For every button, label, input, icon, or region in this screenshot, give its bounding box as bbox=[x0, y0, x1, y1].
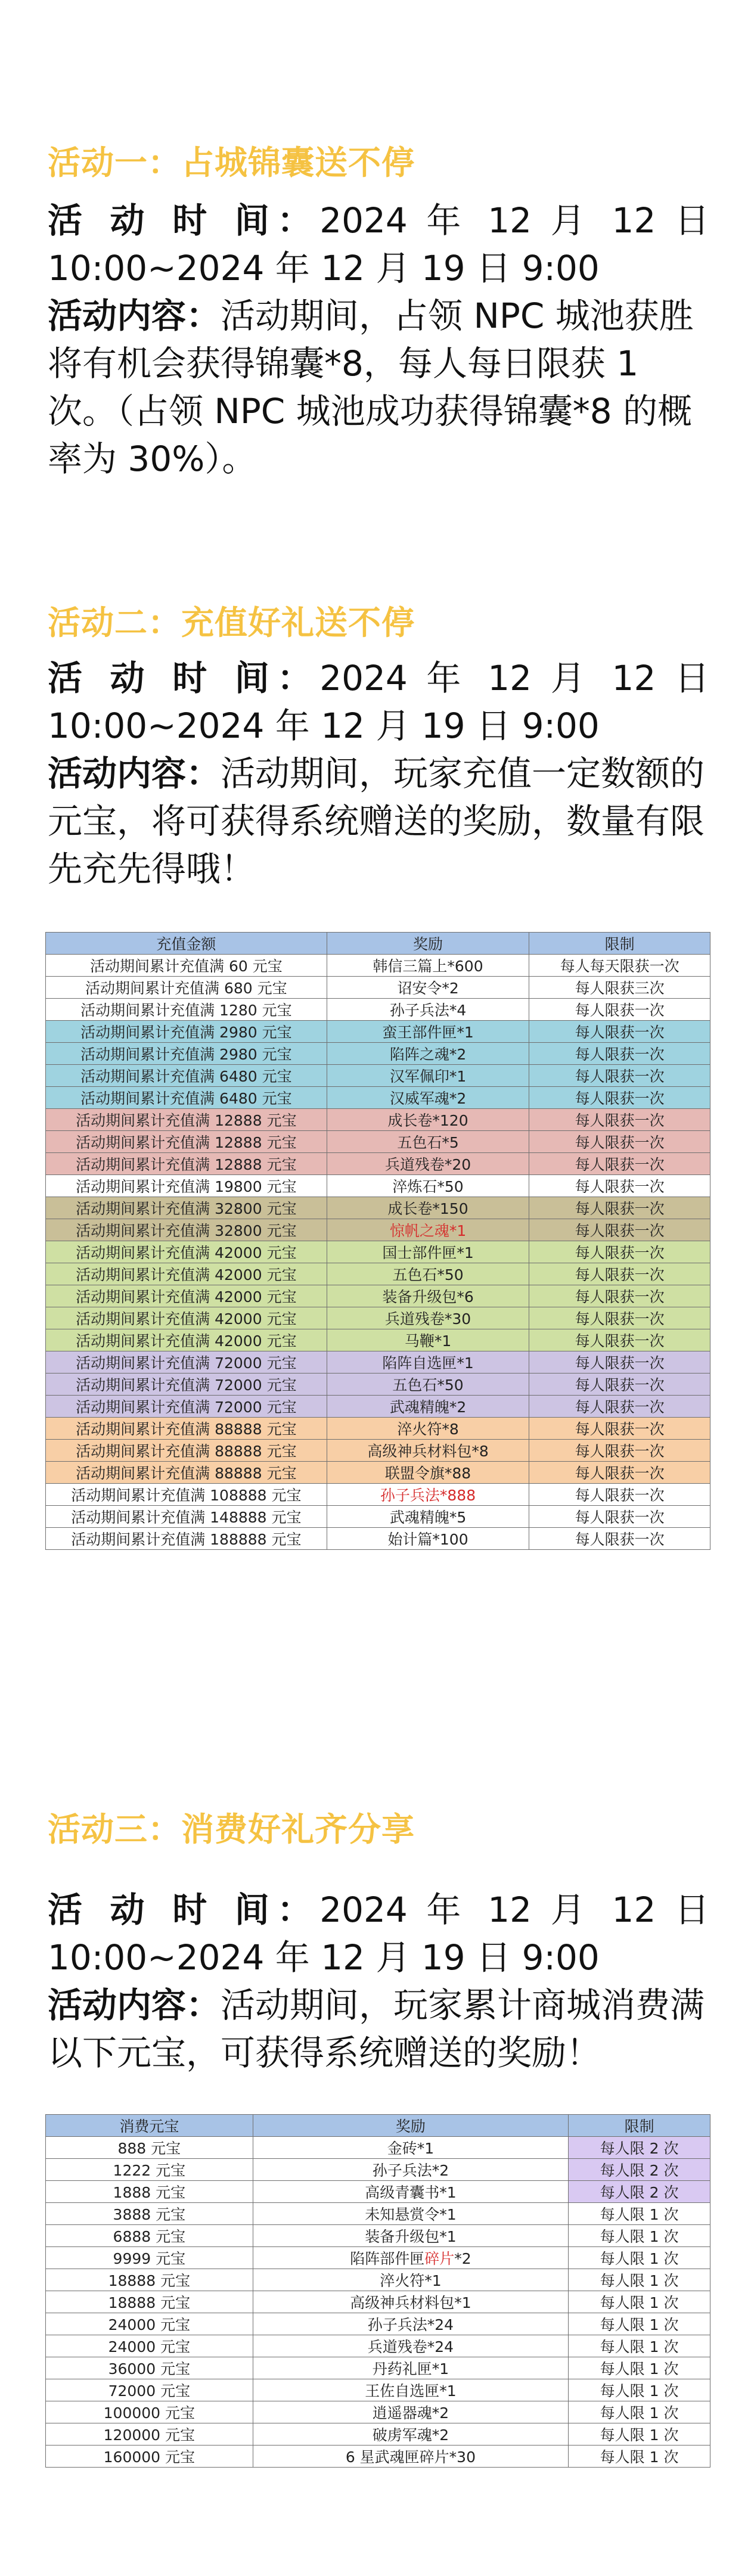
recharge-amount-cell: 活动期间累计充值满 1280 元宝 bbox=[46, 999, 327, 1021]
limit-cell: 每人限获一次 bbox=[529, 1351, 710, 1374]
table-row bbox=[46, 2313, 710, 2335]
recharge-amount-cell: 活动期间累计充值满 188888 元宝 bbox=[46, 1528, 327, 1550]
activity-1-time-start: 2024 年 12 月 12 日 bbox=[319, 200, 709, 241]
consumption-amount-cell: 888 元宝 bbox=[46, 2137, 253, 2159]
limit-cell: 每人限 1 次 bbox=[569, 2291, 710, 2313]
reward-cell: 武魂精魄*5 bbox=[327, 1506, 529, 1528]
activity-3-section bbox=[48, 1809, 709, 1850]
limit-cell: 每人限获一次 bbox=[529, 1374, 710, 1396]
activity-1-time-line1 bbox=[48, 197, 709, 244]
table-row bbox=[46, 2335, 710, 2357]
consumption-amount-cell: 24000 元宝 bbox=[46, 2335, 253, 2357]
table-row bbox=[46, 1153, 710, 1175]
header-consumption-amount: 消费元宝 bbox=[46, 2115, 253, 2137]
table-row bbox=[46, 1418, 710, 1440]
recharge-amount-cell: 活动期间累计充值满 32800 元宝 bbox=[46, 1219, 327, 1241]
recharge-amount-cell: 活动期间累计充值满 19800 元宝 bbox=[46, 1175, 327, 1197]
limit-cell: 每人限获一次 bbox=[529, 1462, 710, 1484]
reward-cell: 陷阵自选匣*1 bbox=[327, 1351, 529, 1374]
table-row bbox=[46, 1263, 710, 1285]
activity-1-section bbox=[48, 142, 709, 184]
limit-cell: 每人限 1 次 bbox=[569, 2203, 710, 2225]
header-limit: 限制 bbox=[569, 2115, 710, 2137]
activity-1-time-label: 活 动 时 间： bbox=[48, 200, 320, 241]
activity-3-title: 活动三：消费好礼齐分享 bbox=[48, 1810, 415, 1848]
recharge-amount-cell: 活动期间累计充值满 32800 元宝 bbox=[46, 1197, 327, 1219]
reward-cell: 联盟令旗*88 bbox=[327, 1462, 529, 1484]
table-row bbox=[46, 2225, 710, 2247]
recharge-amount-cell: 活动期间累计充值满 72000 元宝 bbox=[46, 1374, 327, 1396]
recharge-amount-cell: 活动期间累计充值满 6480 元宝 bbox=[46, 1065, 327, 1087]
activity-2-content-text: 活动期间，玩家充值一定数额的元宝，将可获得系统赠送的奖励，数量有限先充先得哦！ bbox=[48, 753, 705, 889]
reward-cell: 汉威军魂*2 bbox=[327, 1087, 529, 1109]
limit-cell: 每人限获一次 bbox=[529, 1440, 710, 1462]
recharge-amount-cell: 活动期间累计充值满 12888 元宝 bbox=[46, 1153, 327, 1175]
recharge-amount-cell: 活动期间累计充值满 42000 元宝 bbox=[46, 1307, 327, 1329]
reward-cell: 五色石*5 bbox=[327, 1131, 529, 1153]
limit-cell: 每人限获一次 bbox=[529, 1175, 710, 1197]
limit-cell: 每人限 1 次 bbox=[569, 2247, 710, 2269]
activity-3-content-label: 活动内容： bbox=[48, 1985, 221, 2025]
consumption-amount-cell: 18888 元宝 bbox=[46, 2269, 253, 2291]
reward-cell: 王佐自选匣*1 bbox=[253, 2379, 568, 2401]
activity-1-content bbox=[48, 292, 709, 483]
table-row bbox=[46, 2291, 710, 2313]
limit-cell: 每人限 1 次 bbox=[569, 2401, 710, 2423]
header-limit: 限制 bbox=[529, 933, 710, 955]
limit-cell: 每人限获一次 bbox=[529, 1065, 710, 1087]
recharge-amount-cell: 活动期间累计充值满 42000 元宝 bbox=[46, 1241, 327, 1263]
reward-cell: 惊帆之魂*1 bbox=[327, 1219, 529, 1241]
consumption-amount-cell: 9999 元宝 bbox=[46, 2247, 253, 2269]
reward-cell: 淬火符*1 bbox=[253, 2269, 568, 2291]
reward-cell: 蛮王部件匣*1 bbox=[327, 1021, 529, 1043]
reward-cell: 兵道残卷*24 bbox=[253, 2335, 568, 2357]
activity-3-time-start: 2024 年 12 月 12 日 bbox=[319, 1890, 709, 1930]
reward-cell: 孙子兵法*24 bbox=[253, 2313, 568, 2335]
consumption-rewards-table bbox=[45, 2114, 710, 2468]
table-row bbox=[46, 1241, 710, 1263]
reward-cell: 武魂精魄*2 bbox=[327, 1396, 529, 1418]
activity-2-time-line1 bbox=[48, 654, 709, 702]
table-row bbox=[46, 1021, 710, 1043]
activity-3-body bbox=[48, 1886, 709, 2077]
table-row bbox=[46, 1131, 710, 1153]
limit-cell: 每人限获一次 bbox=[529, 1131, 710, 1153]
table-row bbox=[46, 2247, 710, 2269]
limit-cell: 每人每天限获一次 bbox=[529, 955, 710, 977]
reward-prefix: 陷阵部件匣 bbox=[350, 2250, 425, 2267]
table-row bbox=[46, 2379, 710, 2401]
table-row bbox=[46, 955, 710, 977]
reward-cell: 未知悬赏令*1 bbox=[253, 2203, 568, 2225]
activity-3-content-text: 活动期间，玩家累计商城消费满以下元宝，可获得系统赠送的奖励！ bbox=[48, 1985, 705, 2073]
reward-cell: 始计篇*100 bbox=[327, 1528, 529, 1550]
activity-2-time-label: 活 动 时 间： bbox=[48, 658, 320, 698]
limit-cell: 每人限获一次 bbox=[529, 1484, 710, 1506]
reward-cell bbox=[253, 2247, 568, 2269]
limit-cell: 每人限获一次 bbox=[529, 999, 710, 1021]
limit-cell: 每人限获一次 bbox=[529, 1241, 710, 1263]
table-row bbox=[46, 999, 710, 1021]
limit-cell: 每人限 1 次 bbox=[569, 2225, 710, 2247]
header-recharge-amount: 充值金额 bbox=[46, 933, 327, 955]
activity-3-time-line2: 10:00~2024 年 12 月 19 日 9:00 bbox=[48, 1937, 600, 1978]
activity-3-time-line1 bbox=[48, 1886, 709, 1934]
recharge-amount-cell: 活动期间累计充值满 108888 元宝 bbox=[46, 1484, 327, 1506]
table-header-row bbox=[46, 2115, 710, 2137]
reward-suffix: *2 bbox=[454, 2250, 471, 2267]
reward-cell: 装备升级包*6 bbox=[327, 1285, 529, 1307]
limit-cell: 每人限获一次 bbox=[529, 1396, 710, 1418]
recharge-amount-cell: 活动期间累计充值满 680 元宝 bbox=[46, 977, 327, 999]
consumption-amount-cell: 24000 元宝 bbox=[46, 2313, 253, 2335]
table-row bbox=[46, 1065, 710, 1087]
limit-cell: 每人限获一次 bbox=[529, 1197, 710, 1219]
consumption-amount-cell: 36000 元宝 bbox=[46, 2357, 253, 2379]
table-row bbox=[46, 1197, 710, 1219]
table-row bbox=[46, 1440, 710, 1462]
limit-cell: 每人限 1 次 bbox=[569, 2423, 710, 2446]
reward-cell: 汉军佩印*1 bbox=[327, 1065, 529, 1087]
table-row bbox=[46, 2401, 710, 2423]
activity-2-content bbox=[48, 750, 709, 893]
limit-cell: 每人限获一次 bbox=[529, 1307, 710, 1329]
reward-cell: 金砖*1 bbox=[253, 2137, 568, 2159]
limit-cell: 每人限 1 次 bbox=[569, 2446, 710, 2468]
table-row bbox=[46, 977, 710, 999]
limit-cell: 每人限获一次 bbox=[529, 1087, 710, 1109]
reward-cell: 高级神兵材料包*1 bbox=[253, 2291, 568, 2313]
table-row bbox=[46, 2357, 710, 2379]
reward-cell: 6 星武魂匣碎片*30 bbox=[253, 2446, 568, 2468]
limit-cell: 每人限 2 次 bbox=[569, 2159, 710, 2181]
reward-cell: 逍遥器魂*2 bbox=[253, 2401, 568, 2423]
recharge-amount-cell: 活动期间累计充值满 72000 元宝 bbox=[46, 1351, 327, 1374]
recharge-rewards-table bbox=[45, 932, 710, 1550]
reward-cell: 成长卷*120 bbox=[327, 1109, 529, 1131]
consumption-amount-cell: 1888 元宝 bbox=[46, 2181, 253, 2203]
reward-cell: 淬火符*8 bbox=[327, 1418, 529, 1440]
limit-cell: 每人限获一次 bbox=[529, 1153, 710, 1175]
activity-2-body bbox=[48, 654, 709, 893]
activity-1-title: 活动一：占城锦囊送不停 bbox=[48, 144, 415, 182]
consumption-amount-cell: 120000 元宝 bbox=[46, 2423, 253, 2446]
table-row bbox=[46, 2423, 710, 2446]
table-row bbox=[46, 1219, 710, 1241]
recharge-amount-cell: 活动期间累计充值满 2980 元宝 bbox=[46, 1043, 327, 1065]
reward-cell: 诏安令*2 bbox=[327, 977, 529, 999]
reward-cell: 孙子兵法*4 bbox=[327, 999, 529, 1021]
reward-cell: 五色石*50 bbox=[327, 1374, 529, 1396]
activity-1-content-text: 活动期间，占领 NPC 城池获胜将有机会获得锦囊*8，每人每日限获 1 次。（占领 NPC 城池成功获得锦囊*8 的概率为 30%）。 bbox=[48, 296, 694, 479]
table-header-row bbox=[46, 933, 710, 955]
activity-2-time-line2: 10:00~2024 年 12 月 19 日 9:00 bbox=[48, 706, 600, 746]
reward-cell: 兵道残卷*20 bbox=[327, 1153, 529, 1175]
recharge-amount-cell: 活动期间累计充值满 148888 元宝 bbox=[46, 1506, 327, 1528]
table-row bbox=[46, 2269, 710, 2291]
recharge-amount-cell: 活动期间累计充值满 2980 元宝 bbox=[46, 1021, 327, 1043]
activity-2-content-label: 活动内容： bbox=[48, 753, 221, 794]
reward-cell: 破虏军魂*2 bbox=[253, 2423, 568, 2446]
recharge-amount-cell: 活动期间累计充值满 88888 元宝 bbox=[46, 1462, 327, 1484]
recharge-amount-cell: 活动期间累计充值满 42000 元宝 bbox=[46, 1263, 327, 1285]
header-reward: 奖励 bbox=[327, 933, 529, 955]
reward-cell: 兵道残卷*30 bbox=[327, 1307, 529, 1329]
reward-cell: 装备升级包*1 bbox=[253, 2225, 568, 2247]
recharge-amount-cell: 活动期间累计充值满 42000 元宝 bbox=[46, 1285, 327, 1307]
recharge-amount-cell: 活动期间累计充值满 12888 元宝 bbox=[46, 1131, 327, 1153]
limit-cell: 每人限获一次 bbox=[529, 1109, 710, 1131]
limit-cell: 每人限 1 次 bbox=[569, 2269, 710, 2291]
table-row bbox=[46, 1307, 710, 1329]
table-row bbox=[46, 1396, 710, 1418]
activity-2-title: 活动二：充值好礼送不停 bbox=[48, 604, 415, 642]
reward-cell: 高级神兵材料包*8 bbox=[327, 1440, 529, 1462]
activity-1-body bbox=[48, 197, 709, 483]
table-row bbox=[46, 2159, 710, 2181]
reward-cell: 孙子兵法*2 bbox=[253, 2159, 568, 2181]
limit-cell: 每人限获一次 bbox=[529, 1329, 710, 1351]
limit-cell: 每人限获一次 bbox=[529, 1418, 710, 1440]
limit-cell: 每人限 1 次 bbox=[569, 2313, 710, 2335]
limit-cell: 每人限获一次 bbox=[529, 1219, 710, 1241]
activity-2-time-start: 2024 年 12 月 12 日 bbox=[319, 658, 709, 698]
recharge-amount-cell: 活动期间累计充值满 42000 元宝 bbox=[46, 1329, 327, 1351]
table-row bbox=[46, 1087, 710, 1109]
reward-cell: 陷阵之魂*2 bbox=[327, 1043, 529, 1065]
reward-cell: 淬炼石*50 bbox=[327, 1175, 529, 1197]
activity-1-time-line2: 10:00~2024 年 12 月 19 日 9:00 bbox=[48, 248, 600, 288]
reward-cell: 马鞭*1 bbox=[327, 1329, 529, 1351]
limit-cell: 每人限 1 次 bbox=[569, 2357, 710, 2379]
limit-cell: 每人限 1 次 bbox=[569, 2335, 710, 2357]
table-row bbox=[46, 1506, 710, 1528]
limit-cell: 每人限获一次 bbox=[529, 1043, 710, 1065]
reward-highlight: 碎片 bbox=[424, 2250, 455, 2267]
consumption-amount-cell: 6888 元宝 bbox=[46, 2225, 253, 2247]
limit-cell: 每人限 2 次 bbox=[569, 2181, 710, 2203]
table-row bbox=[46, 2203, 710, 2225]
table-row bbox=[46, 1528, 710, 1550]
table-row bbox=[46, 1043, 710, 1065]
reward-cell: 国士部件匣*1 bbox=[327, 1241, 529, 1263]
reward-cell: 成长卷*150 bbox=[327, 1197, 529, 1219]
reward-cell: 韩信三篇上*600 bbox=[327, 955, 529, 977]
table-row bbox=[46, 1109, 710, 1131]
table-row bbox=[46, 1374, 710, 1396]
table-row bbox=[46, 1329, 710, 1351]
table-row bbox=[46, 1484, 710, 1506]
table-row bbox=[46, 1285, 710, 1307]
limit-cell: 每人限获一次 bbox=[529, 1021, 710, 1043]
reward-cell: 孙子兵法*888 bbox=[327, 1484, 529, 1506]
table-row bbox=[46, 1351, 710, 1374]
activity-1-content-label: 活动内容： bbox=[48, 296, 221, 336]
table-row bbox=[46, 1175, 710, 1197]
table-row bbox=[46, 2446, 710, 2468]
limit-cell: 每人限 2 次 bbox=[569, 2137, 710, 2159]
consumption-amount-cell: 3888 元宝 bbox=[46, 2203, 253, 2225]
limit-cell: 每人限获一次 bbox=[529, 1506, 710, 1528]
recharge-amount-cell: 活动期间累计充值满 88888 元宝 bbox=[46, 1440, 327, 1462]
header-reward: 奖励 bbox=[253, 2115, 568, 2137]
consumption-amount-cell: 1222 元宝 bbox=[46, 2159, 253, 2181]
consumption-amount-cell: 160000 元宝 bbox=[46, 2446, 253, 2468]
recharge-amount-cell: 活动期间累计充值满 12888 元宝 bbox=[46, 1109, 327, 1131]
table-row bbox=[46, 1462, 710, 1484]
table-row bbox=[46, 2181, 710, 2203]
recharge-amount-cell: 活动期间累计充值满 72000 元宝 bbox=[46, 1396, 327, 1418]
recharge-amount-cell: 活动期间累计充值满 60 元宝 bbox=[46, 955, 327, 977]
consumption-amount-cell: 100000 元宝 bbox=[46, 2401, 253, 2423]
recharge-amount-cell: 活动期间累计充值满 6480 元宝 bbox=[46, 1087, 327, 1109]
table-row bbox=[46, 2137, 710, 2159]
limit-cell: 每人限获一次 bbox=[529, 1263, 710, 1285]
limit-cell: 每人限 1 次 bbox=[569, 2379, 710, 2401]
reward-cell: 丹药礼匣*1 bbox=[253, 2357, 568, 2379]
limit-cell: 每人限获一次 bbox=[529, 1285, 710, 1307]
activity-3-time-label: 活 动 时 间： bbox=[48, 1890, 320, 1930]
recharge-amount-cell: 活动期间累计充值满 88888 元宝 bbox=[46, 1418, 327, 1440]
reward-cell: 五色石*50 bbox=[327, 1263, 529, 1285]
limit-cell: 每人限获一次 bbox=[529, 1528, 710, 1550]
reward-cell: 高级青囊书*1 bbox=[253, 2181, 568, 2203]
activity-2-section bbox=[48, 602, 709, 644]
limit-cell: 每人限获三次 bbox=[529, 977, 710, 999]
activity-3-content bbox=[48, 1981, 709, 2077]
consumption-amount-cell: 18888 元宝 bbox=[46, 2291, 253, 2313]
consumption-amount-cell: 72000 元宝 bbox=[46, 2379, 253, 2401]
